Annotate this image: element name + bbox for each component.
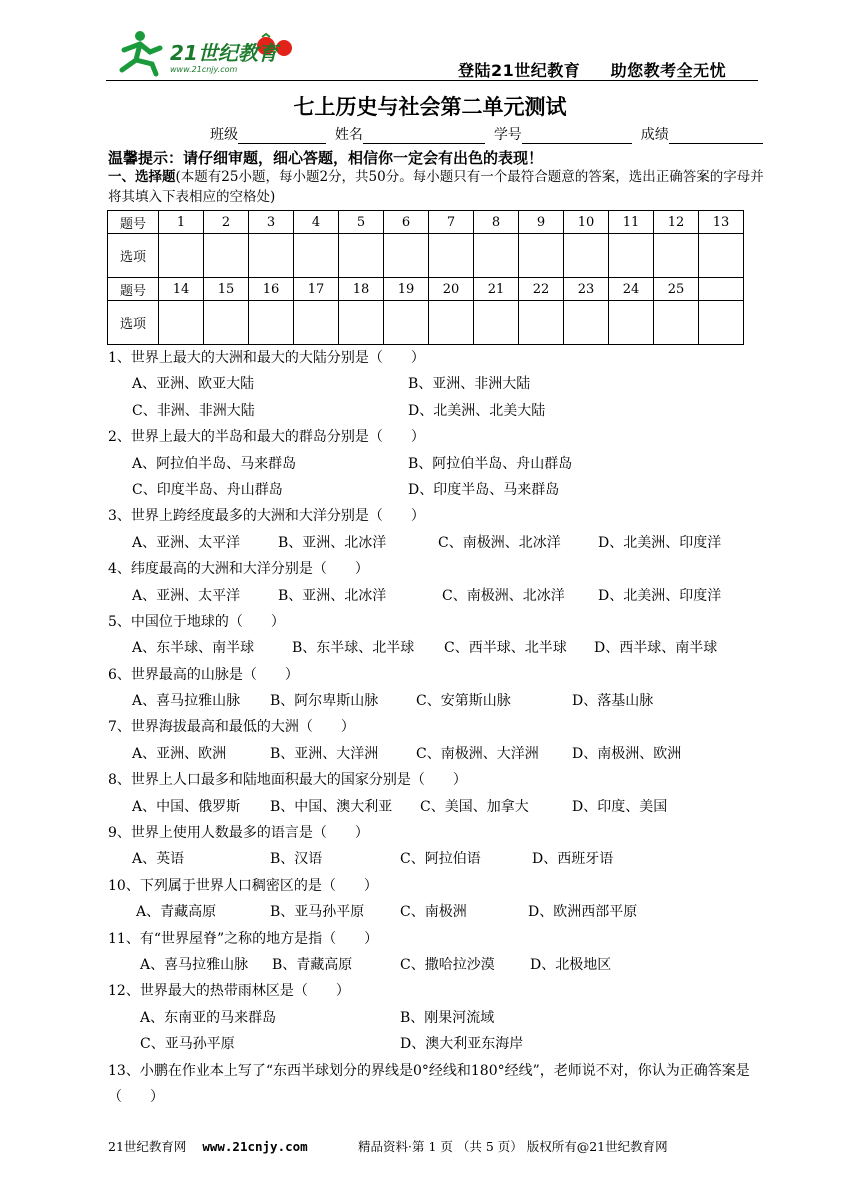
answer-cell[interactable] [384, 234, 429, 278]
page-title: 七上历史与社会第二单元测试 [293, 95, 567, 119]
option[interactable]: A、东半球、南半球 [132, 640, 255, 657]
number-cell: 4 [294, 211, 339, 234]
option[interactable]: C、印度半岛、舟山群岛 [132, 481, 283, 498]
option[interactable]: A、阿拉伯半岛、马来群岛 [132, 455, 297, 472]
number-cell: 19 [384, 278, 429, 301]
answer-cell[interactable] [429, 301, 474, 345]
number-cell: 17 [294, 278, 339, 301]
answer-cell[interactable] [564, 234, 609, 278]
section-intro [108, 167, 768, 207]
answer-cell[interactable] [474, 301, 519, 345]
number-cell: 23 [564, 278, 609, 301]
option-row [108, 371, 768, 397]
option[interactable]: D、西班牙语 [532, 851, 614, 868]
number-cell: 21 [474, 278, 519, 301]
answer-cell[interactable] [564, 301, 609, 345]
answer-table [107, 210, 744, 345]
score-blank[interactable] [669, 129, 763, 144]
option[interactable]: D、澳大利亚东海岸 [400, 1036, 524, 1053]
question-list [108, 345, 768, 1110]
warm-tip: 温馨提示：请仔细审题，细心答题，相信你一定会有出色的表现！ [108, 149, 544, 167]
number-cell: 20 [429, 278, 474, 301]
answer-cell[interactable] [249, 301, 294, 345]
answer-cell[interactable] [159, 301, 204, 345]
question-stem: 1、世界上最大的大洲和最大的大陆分别是（ ） [108, 350, 425, 366]
number-blank[interactable] [522, 129, 632, 144]
name-blank[interactable] [363, 129, 485, 144]
option[interactable]: C、南极洲、北冰洋 [442, 587, 565, 604]
table-row [108, 301, 744, 345]
table-row [108, 278, 744, 301]
table-row [108, 211, 744, 234]
option[interactable]: B、亚洲、北冰洋 [278, 587, 387, 604]
option[interactable]: C、阿拉伯语 [400, 851, 481, 868]
option[interactable]: B、刚果河流域 [400, 1009, 495, 1026]
option-row [108, 899, 768, 925]
question-stem: 4、纬度最高的大洲和大洋分别是（ ） [108, 561, 369, 578]
number-label-cell: 题号 [108, 278, 159, 301]
option[interactable]: A、亚洲、欧洲 [132, 745, 227, 762]
answer-cell[interactable] [159, 234, 204, 278]
option[interactable]: C、美国、加拿大 [420, 798, 529, 815]
option[interactable]: B、亚洲、大洋洲 [270, 745, 379, 762]
option[interactable]: B、汉语 [270, 851, 323, 868]
logo-text: 21世纪教育 [170, 41, 278, 65]
option[interactable]: B、东半球、北半球 [292, 640, 415, 657]
option[interactable]: D、印度半岛、马来群岛 [408, 481, 560, 498]
question-stem: 9、世界上使用人数最多的语言是（ ） [108, 825, 369, 842]
number-cell: 15 [204, 278, 249, 301]
slogan-right: 助您教考全无忧 [610, 61, 727, 80]
answer-cell[interactable] [204, 234, 249, 278]
number-cell: 24 [609, 278, 654, 301]
question-stem: 11、有“世界屋脊”之称的地方是指（ ） [108, 930, 379, 947]
number-cell: 7 [429, 211, 474, 234]
option[interactable]: C、南极洲、大洋洲 [416, 745, 539, 762]
number-cell: 2 [204, 211, 249, 234]
number-label: 学号 [493, 127, 522, 143]
question-stem: 13、小鹏在作业本上写了“东西半球划分的界线是0°经线和180°经线”，老师说不对，你认为正确答案是（ ） [108, 1062, 750, 1105]
answer-cell[interactable] [519, 234, 564, 278]
footer-web[interactable]: www.21cnjy.com [202, 1139, 308, 1154]
option[interactable]: B、阿拉伯半岛、舟山群岛 [408, 455, 573, 472]
option[interactable]: B、亚马孙平原 [270, 904, 365, 921]
option-row [108, 398, 768, 424]
number-cell: 13 [699, 211, 744, 234]
number-cell: 14 [159, 278, 204, 301]
option[interactable]: A、东南亚的马来群岛 [140, 1009, 277, 1026]
option[interactable]: D、南极洲、欧洲 [572, 745, 682, 762]
name-label: 姓名 [334, 127, 363, 143]
option-row [108, 530, 768, 556]
number-cell: 10 [564, 211, 609, 234]
option-row [108, 1005, 768, 1031]
class-label: 班级 [210, 127, 238, 143]
table-row [108, 234, 744, 278]
number-cell: 16 [249, 278, 294, 301]
option-row [108, 794, 768, 820]
option[interactable]: D、欧洲西部平原 [528, 904, 638, 921]
number-cell [699, 278, 744, 301]
option-row [108, 688, 768, 714]
answer-cell[interactable] [249, 234, 294, 278]
question-stem: 8、世界上人口最多和陆地面积最大的国家分别是（ ） [108, 772, 467, 789]
answer-cell[interactable] [294, 301, 339, 345]
option-row [108, 952, 768, 978]
option[interactable]: A、亚洲、太平洋 [132, 587, 241, 604]
answer-cell[interactable] [609, 301, 654, 345]
answer-cell[interactable] [474, 234, 519, 278]
number-cell: 12 [654, 211, 699, 234]
number-cell: 8 [474, 211, 519, 234]
footer-left [108, 1137, 308, 1155]
number-label-cell: 题号 [108, 211, 159, 234]
section-heading: 一、选择题 [108, 169, 176, 185]
header-divider [106, 80, 758, 81]
answer-cell[interactable] [384, 301, 429, 345]
option[interactable]: C、亚马孙平原 [140, 1036, 235, 1053]
option[interactable]: B、青藏高原 [272, 956, 353, 973]
section-instructions: (本题有25小题，每小题2分，共50分。每小题只有一个最符合题意的答案，选出正确答案的字母并将其填入下表相应的空格处) [108, 169, 764, 205]
answer-cell[interactable] [339, 234, 384, 278]
option[interactable]: B、中国、澳大利亚 [270, 798, 393, 815]
question-stem: 6、世界最高的山脉是（ ） [108, 666, 299, 683]
option[interactable]: A、亚洲、欧亚大陆 [132, 376, 255, 393]
option[interactable]: D、北美洲、印度洋 [598, 534, 722, 551]
option-label-cell: 选项 [108, 234, 159, 278]
number-cell: 1 [159, 211, 204, 234]
student-info [210, 124, 763, 144]
question-stem: 12、世界最大的热带雨林区是（ ） [108, 983, 350, 1000]
number-cell: 18 [339, 278, 384, 301]
slogan-left: 登陆21世纪教育 [458, 61, 581, 80]
option-row [108, 741, 768, 767]
answer-cell[interactable] [654, 301, 699, 345]
option-row [108, 477, 768, 503]
option[interactable]: C、非洲、非洲大陆 [132, 402, 255, 419]
answer-cell[interactable] [429, 234, 474, 278]
number-cell: 9 [519, 211, 564, 234]
option[interactable]: C、南极洲、北冰洋 [438, 534, 561, 551]
option[interactable]: A、英语 [132, 851, 185, 868]
option[interactable]: D、北美洲、印度洋 [598, 587, 722, 604]
option[interactable]: A、青藏高原 [136, 904, 217, 921]
option[interactable]: B、亚洲、北冰洋 [278, 534, 387, 551]
answer-cell[interactable] [654, 234, 699, 278]
option-row [108, 451, 768, 477]
number-cell: 5 [339, 211, 384, 234]
question-stem: 7、世界海拔最高和最低的大洲（ ） [108, 719, 355, 736]
number-cell: 22 [519, 278, 564, 301]
option[interactable]: A、中国、俄罗斯 [132, 798, 241, 815]
option[interactable]: C、南极洲 [400, 904, 467, 921]
question-stem: 3、世界上跨经度最多的大洲和大洋分别是（ ） [108, 508, 425, 525]
option-row [108, 846, 768, 872]
number-cell: 25 [654, 278, 699, 301]
answer-cell[interactable] [204, 301, 249, 345]
option-row [108, 1031, 768, 1057]
score-label: 成绩 [640, 127, 669, 143]
answer-cell[interactable] [339, 301, 384, 345]
answer-cell[interactable] [519, 301, 564, 345]
option[interactable]: D、西半球、南半球 [594, 640, 718, 657]
option[interactable]: B、亚洲、非洲大陆 [408, 376, 531, 393]
question-stem: 5、中国位于地球的（ ） [108, 613, 285, 630]
option[interactable]: D、印度、美国 [572, 798, 668, 815]
answer-cell[interactable] [609, 234, 654, 278]
header-slogan [458, 58, 726, 81]
footer-page-info: 精品资料·第 1 页 （共 5 页） 版权所有@21世纪教育网 [358, 1139, 668, 1154]
option[interactable]: D、落基山脉 [572, 693, 654, 710]
question-stem: 10、下列属于世界人口稠密区的是（ ） [108, 877, 378, 894]
option[interactable]: D、北美洲、北美大陆 [408, 402, 546, 419]
answer-cell[interactable] [699, 301, 744, 345]
option[interactable]: C、西半球、北半球 [444, 640, 567, 657]
option-label-cell: 选项 [108, 301, 159, 345]
number-cell: 6 [384, 211, 429, 234]
option[interactable]: C、撒哈拉沙漠 [400, 956, 495, 973]
answer-cell[interactable] [294, 234, 339, 278]
number-cell: 3 [249, 211, 294, 234]
option[interactable]: D、北极地区 [530, 956, 612, 973]
class-blank[interactable] [238, 129, 326, 144]
question-stem: 2、世界上最大的半岛和最大的群岛分别是（ ） [108, 429, 425, 446]
option-row [108, 583, 768, 609]
answer-cell[interactable] [699, 234, 744, 278]
option[interactable]: A、亚洲、太平洋 [132, 534, 241, 551]
number-cell: 11 [609, 211, 654, 234]
logo [106, 26, 306, 78]
option[interactable]: A、喜马拉雅山脉 [140, 956, 249, 973]
footer-site: 21世纪教育网 [108, 1139, 187, 1154]
logo-url: www.21cnjy.com [170, 65, 238, 74]
option-row [108, 635, 768, 661]
option[interactable]: A、喜马拉雅山脉 [132, 693, 241, 710]
option[interactable]: C、安第斯山脉 [416, 693, 511, 710]
option[interactable]: B、阿尔卑斯山脉 [270, 693, 379, 710]
